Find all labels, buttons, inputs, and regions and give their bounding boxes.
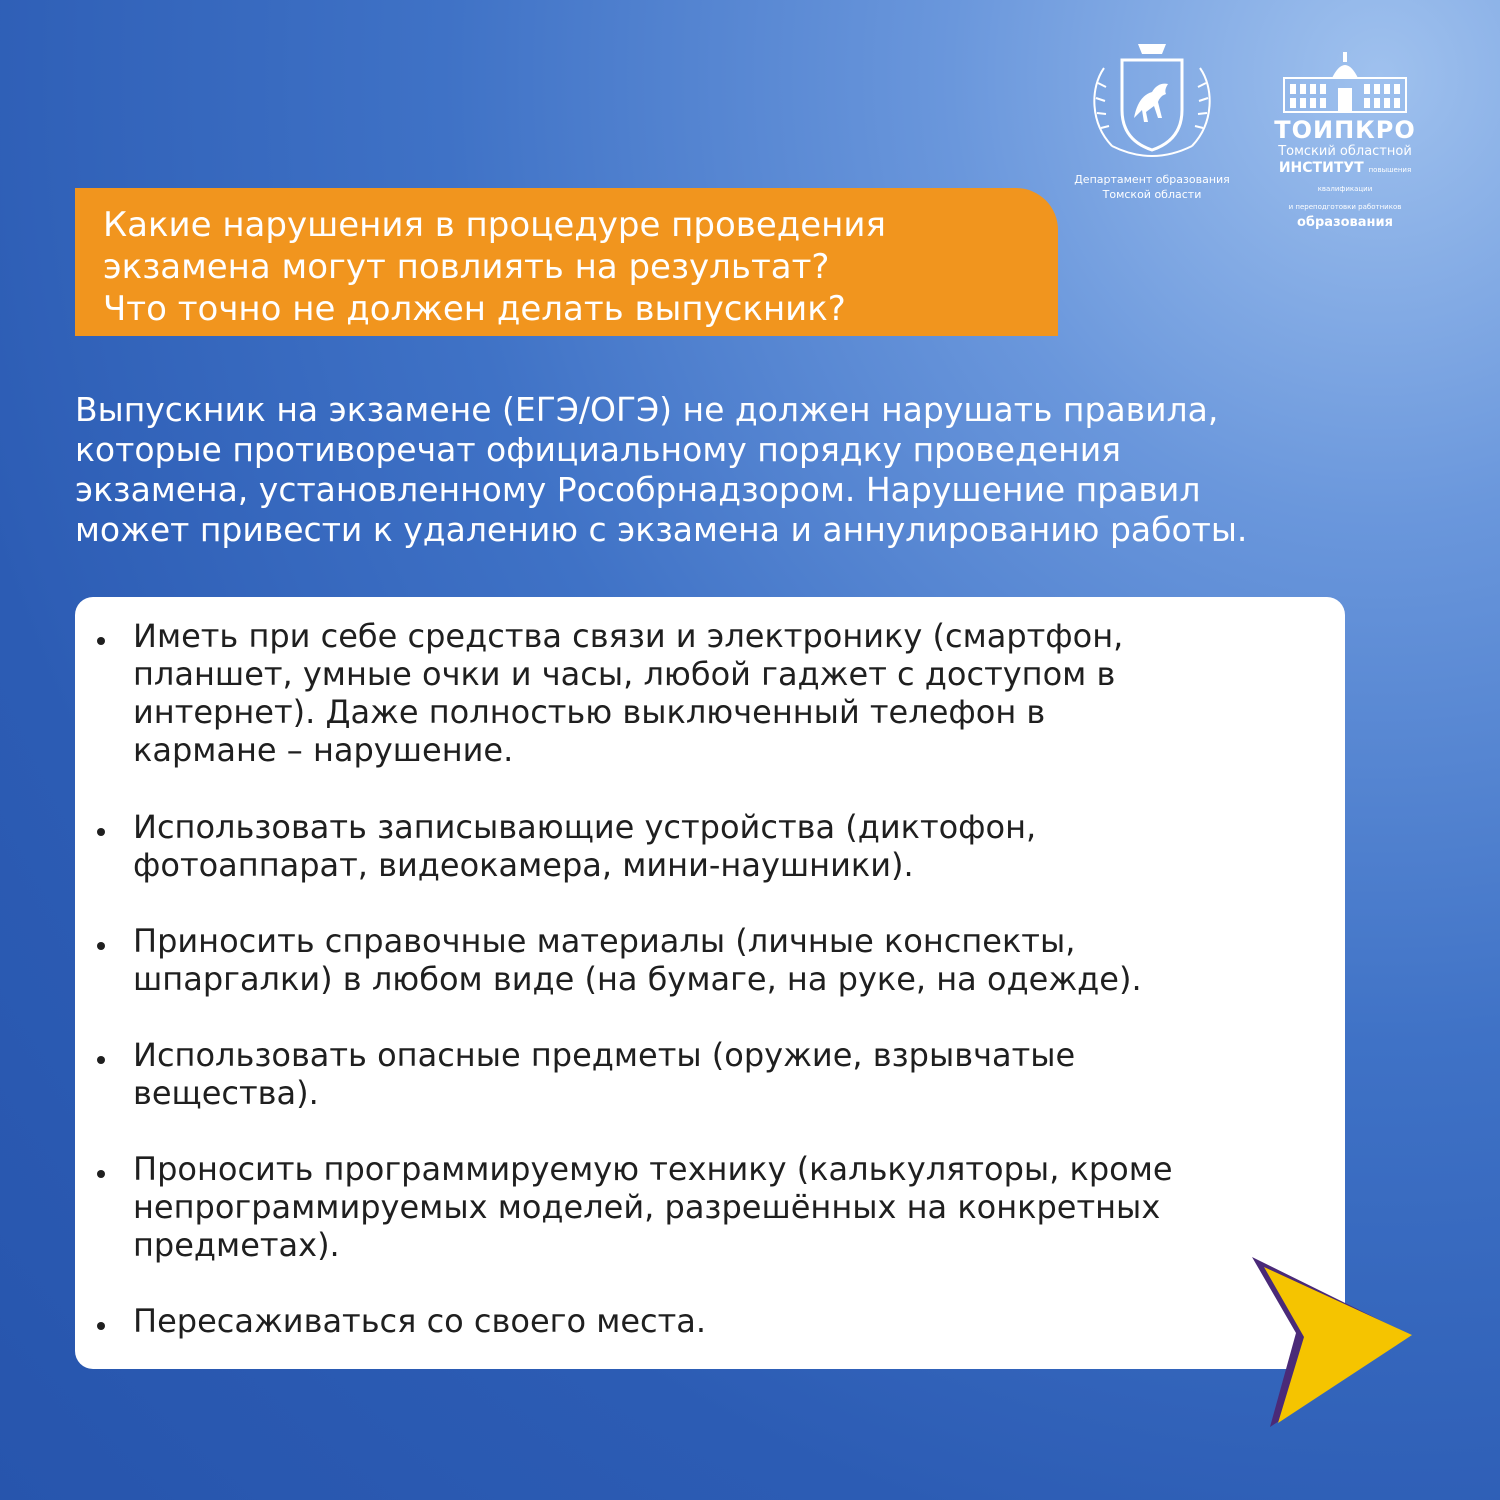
institute-line1: Томский областной	[1278, 144, 1412, 159]
rule-item	[75, 1150, 1345, 1264]
title-line: экзамена могут повлиять на результат?	[103, 247, 830, 287]
rule-line: интернет). Даже полностью выключенный телефон в	[133, 693, 1046, 731]
rule-line: предметах).	[133, 1226, 340, 1264]
intro-line: экзамена, установленному Рособрнадзором. Нарушение правил	[75, 470, 1201, 509]
title-line: Что точно не должен делать выпускник?	[103, 289, 846, 329]
institute-line3-small: и переподготовки работников	[1288, 203, 1402, 211]
rule-item	[75, 808, 1345, 884]
rule-line: Приносить справочные материалы (личные конспекты,	[133, 922, 1076, 960]
bullet-icon	[97, 1056, 105, 1064]
rule-item	[75, 922, 1345, 998]
rule-item	[75, 617, 1345, 769]
rule-line: Использовать опасные предметы (оружие, взрывчатые	[133, 1036, 1076, 1074]
rule-line: Иметь при себе средства связи и электронику (смартфон,	[133, 617, 1124, 655]
department-logo	[1068, 38, 1236, 213]
bullet-icon	[97, 637, 105, 645]
rule-line: шпаргалки) в любом виде (на бумаге, на руке, на одежде).	[133, 960, 1142, 998]
institute-logo	[1270, 50, 1420, 230]
bullet-icon	[97, 1170, 105, 1178]
rule-line: вещества).	[133, 1074, 319, 1112]
rules-card	[75, 597, 1345, 1369]
rule-item	[75, 1036, 1345, 1112]
department-caption-line1: Департамент образования	[1074, 173, 1230, 186]
bullet-icon	[97, 828, 105, 836]
institute-line2-main: ИНСТИТУТ	[1278, 160, 1364, 176]
intro-line: которые противоречат официальному порядку проведения	[75, 430, 1122, 469]
intro-line: может привести к удалению с экзамена и аннулированию работы.	[75, 510, 1248, 549]
intro-line: Выпускник на экзамене (ЕГЭ/ОГЭ) не должен нарушать правила,	[75, 390, 1219, 429]
title-line: Какие нарушения в процедуре проведения	[103, 205, 886, 245]
next-arrow-icon[interactable]	[1250, 1255, 1415, 1435]
rule-line: Использовать записывающие устройства (диктофон,	[133, 808, 1037, 846]
institute-line3-main: образования	[1296, 215, 1393, 230]
tomsk-coat-of-arms-icon	[1082, 38, 1222, 168]
rule-line: планшет, умные очки и часы, любой гаджет с доступом в	[133, 655, 1116, 693]
institute-line3	[1270, 198, 1420, 230]
arrow-face	[1264, 1267, 1412, 1423]
rule-line: кармане – нарушение.	[133, 731, 514, 769]
rule-line: Пересаживаться со своего места.	[133, 1302, 707, 1340]
title-box	[75, 188, 1058, 336]
rule-line: фотоаппарат, видеокамера, мини-наушники).	[133, 846, 914, 884]
institute-line2	[1270, 160, 1420, 198]
bullet-icon	[97, 1322, 105, 1330]
rule-line: Проносить программируемую технику (калькуляторы, кроме	[133, 1150, 1173, 1188]
institute-abbreviation: ТОИПКРО	[1274, 116, 1416, 144]
department-caption-line2: Томской области	[1102, 188, 1202, 201]
intro-paragraph	[75, 390, 1435, 550]
rule-item	[75, 1302, 1345, 1340]
institute-line2-small: повышения квалификации	[1317, 166, 1412, 193]
bullet-icon	[97, 942, 105, 950]
institute-building-icon	[1280, 50, 1410, 114]
rule-line: непрограммируемых моделей, разрешённых на конкретных	[133, 1188, 1161, 1226]
